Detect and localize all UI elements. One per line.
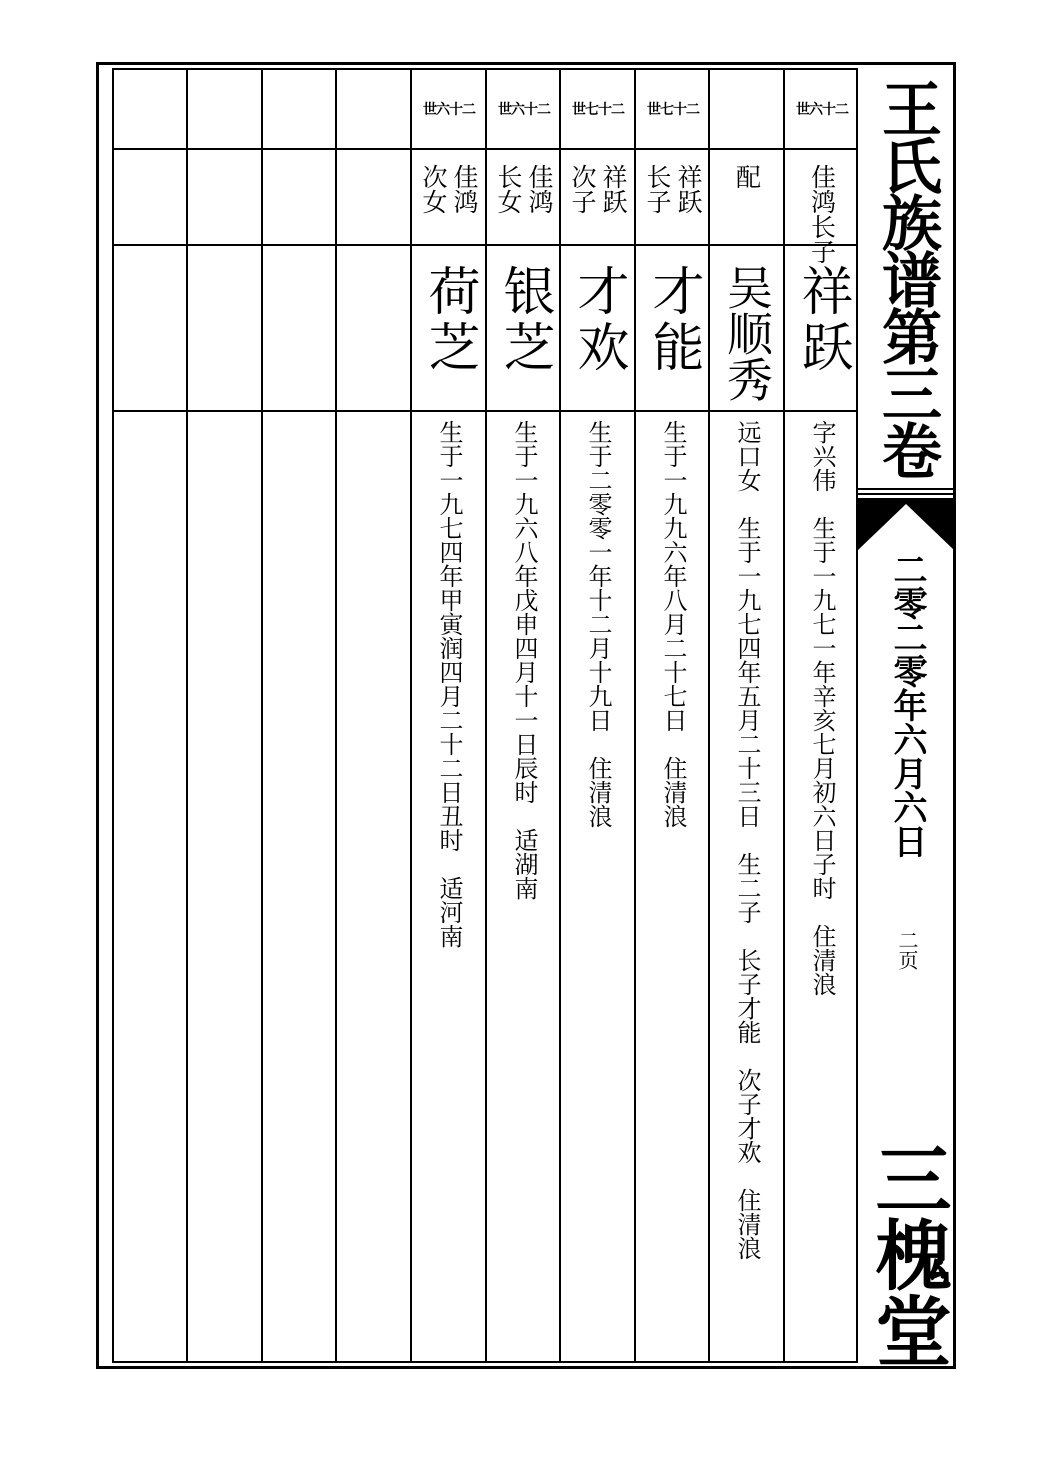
relation-cell bbox=[412, 150, 486, 244]
generation-cell bbox=[710, 70, 784, 148]
bio-text: 生于一九七四年甲寅润四月二十二日丑时 适河南 bbox=[435, 420, 463, 948]
entry-column bbox=[487, 70, 561, 1365]
person-name: 才能 bbox=[643, 264, 703, 376]
title-rule bbox=[858, 488, 954, 490]
hall-name bbox=[862, 1140, 952, 1368]
person-name: 银芝 bbox=[494, 264, 554, 376]
relation-label: 佳鸿长女 bbox=[494, 164, 554, 214]
generation-label: 世六十二 bbox=[498, 102, 550, 118]
generation-label: 世六十二 bbox=[423, 102, 475, 118]
relation-cell bbox=[636, 150, 710, 244]
date-text: 二零二零年六月六日 bbox=[887, 552, 927, 858]
column-divider bbox=[261, 70, 263, 1361]
entry-column bbox=[561, 70, 635, 1365]
relation-label: 祥跃长子 bbox=[643, 164, 703, 214]
entry-column bbox=[636, 70, 710, 1365]
relation-cell bbox=[487, 150, 561, 244]
bio-cell bbox=[636, 412, 710, 1365]
page-text: 二页 bbox=[895, 930, 919, 970]
name-cell bbox=[412, 246, 486, 410]
column-divider bbox=[335, 70, 337, 1361]
bio-cell bbox=[412, 412, 486, 1365]
name-cell bbox=[487, 246, 561, 410]
relation-label: 佳鸿次女 bbox=[419, 164, 479, 214]
person-name: 吴顺秀 bbox=[720, 264, 774, 402]
name-cell bbox=[785, 246, 859, 410]
name-cell bbox=[636, 246, 710, 410]
bio-cell bbox=[487, 412, 561, 1365]
bio-cell bbox=[561, 412, 635, 1365]
bio-cell bbox=[785, 412, 859, 1365]
entry-column bbox=[785, 70, 859, 1365]
relation-label: 佳鸿长子 bbox=[807, 164, 837, 264]
name-cell bbox=[561, 246, 635, 410]
bio-text: 生于二零零一年十二月十九日 住清浪 bbox=[584, 420, 612, 828]
bio-text: 生于一九六八年戊申四月十一日辰时 适湖南 bbox=[510, 420, 538, 900]
title-text: 王氏族谱第三卷 bbox=[872, 78, 942, 477]
page-number bbox=[862, 930, 952, 990]
generation-label: 世七十二 bbox=[647, 102, 699, 118]
name-cell bbox=[710, 246, 784, 410]
bio-text: 远口女 生于一九七四年五月二十三日 生二子 长子才能 次子才欢 住清浪 bbox=[733, 420, 761, 1260]
person-name: 祥跃 bbox=[792, 264, 852, 376]
relation-label: 祥跃次子 bbox=[568, 164, 628, 214]
hall-text: 三槐堂 bbox=[863, 1140, 952, 1368]
genealogy-title bbox=[862, 78, 952, 488]
title-rule bbox=[858, 493, 954, 495]
generation-cell bbox=[487, 70, 561, 148]
generation-cell bbox=[561, 70, 635, 148]
entry-column bbox=[412, 70, 486, 1365]
entry-column bbox=[710, 70, 784, 1365]
generation-label: 世六十二 bbox=[796, 102, 848, 118]
person-name: 才欢 bbox=[568, 264, 628, 376]
relation-cell bbox=[561, 150, 635, 244]
column-divider bbox=[186, 70, 188, 1361]
person-name: 荷芝 bbox=[419, 264, 479, 376]
relation-cell bbox=[710, 150, 784, 244]
relation-label: 配 bbox=[732, 164, 762, 189]
generation-label: 世七十二 bbox=[572, 102, 624, 118]
generation-cell bbox=[412, 70, 486, 148]
genealogy-table bbox=[112, 68, 858, 1363]
bio-cell bbox=[710, 412, 784, 1365]
bio-text: 字兴伟 生于一九七一年辛亥七月初六日子时 住清浪 bbox=[808, 420, 836, 996]
generation-cell bbox=[636, 70, 710, 148]
relation-cell bbox=[785, 150, 859, 264]
generation-cell bbox=[785, 70, 859, 148]
fish-tail-ornament bbox=[858, 498, 954, 554]
bio-text: 生于一九九六年八月二十七日 住清浪 bbox=[659, 420, 687, 828]
compile-date bbox=[862, 552, 952, 882]
